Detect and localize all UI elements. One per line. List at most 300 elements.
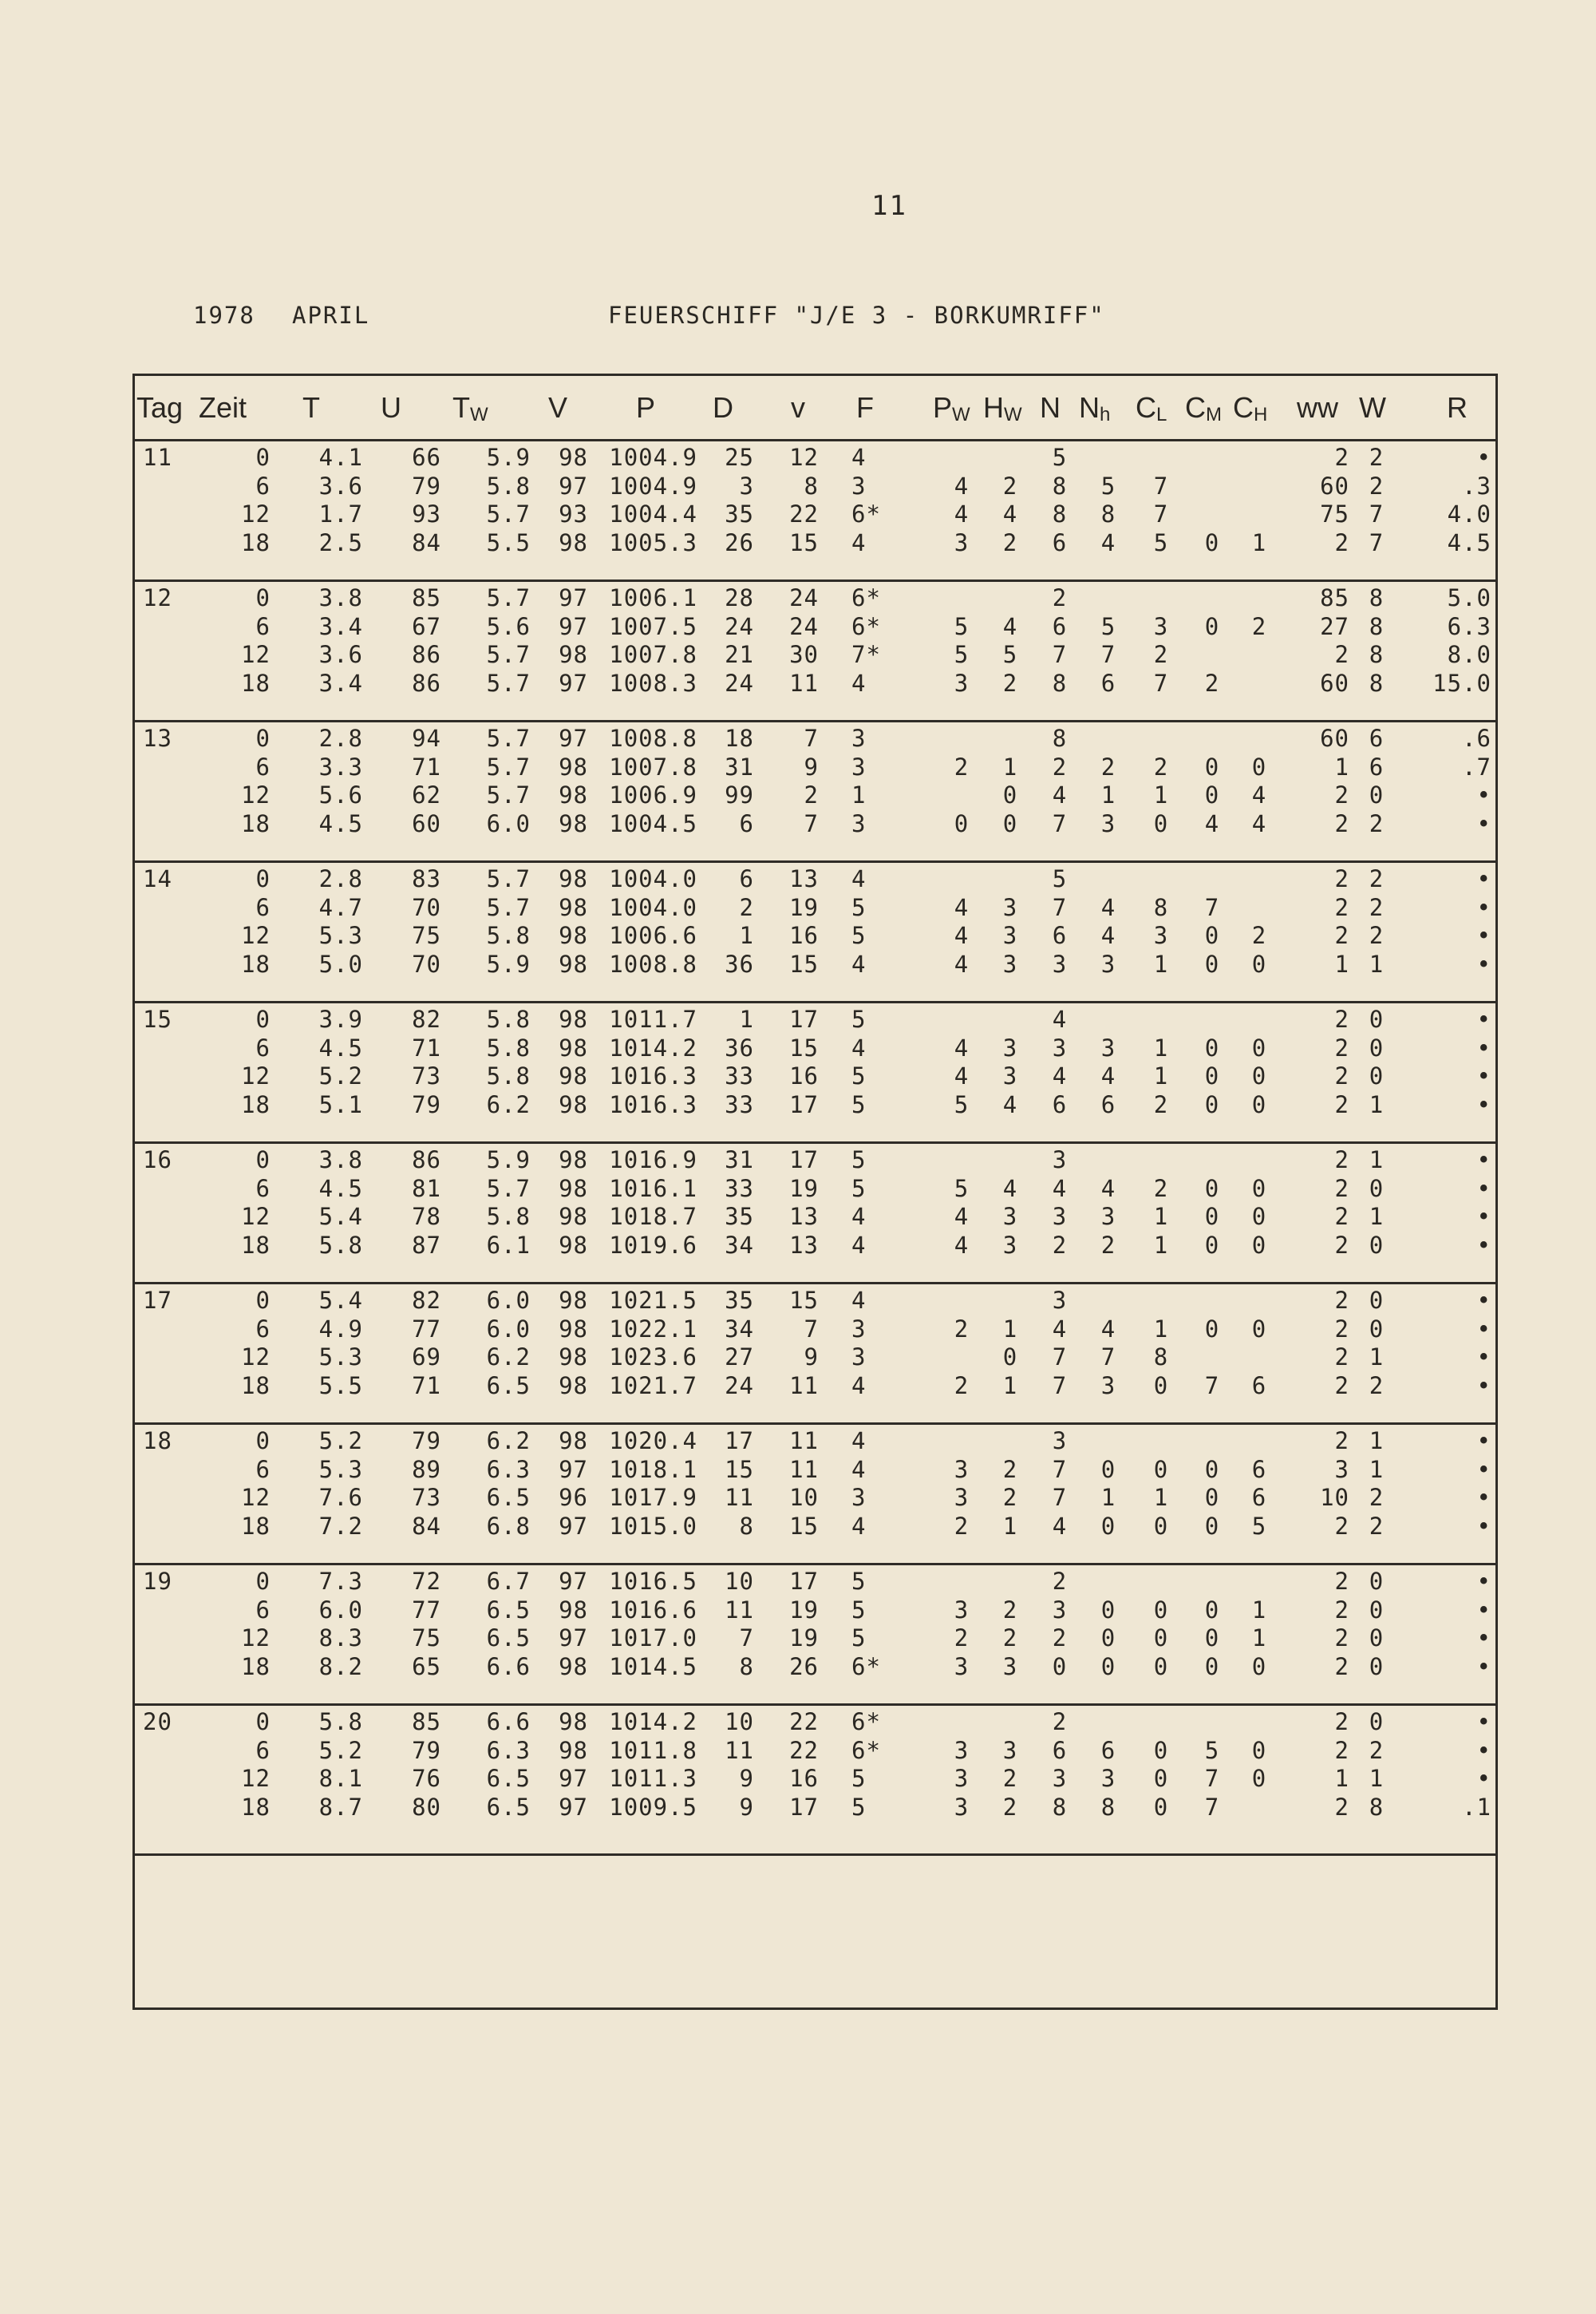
cell-vs: 15 xyxy=(789,1512,819,1540)
col-v: V xyxy=(548,391,568,424)
cell-v: 98 xyxy=(559,1708,588,1735)
cell-r: • xyxy=(1476,1427,1491,1454)
table-row xyxy=(135,1232,1495,1260)
cell-ww: 3 xyxy=(1334,1455,1349,1483)
day-separator xyxy=(135,1001,1495,1003)
cell-f: 4 xyxy=(851,1287,867,1314)
cell-vs: 15 xyxy=(789,1287,819,1314)
cell-f: 5 xyxy=(851,1146,867,1173)
cell-nh: 7 xyxy=(1100,641,1116,668)
cell-p: 1004.5 xyxy=(609,809,697,837)
cell-r: 15.0 xyxy=(1432,669,1491,697)
cell-v: 98 xyxy=(559,809,588,837)
cell-w: 0 xyxy=(1369,781,1385,809)
cell-hw: 1 xyxy=(1002,753,1018,781)
cell-tw: 5.7 xyxy=(486,500,531,528)
cell-u: 70 xyxy=(412,950,441,978)
cell-vs: 10 xyxy=(789,1484,819,1511)
cell-vs: 7 xyxy=(804,809,819,837)
cell-d: 18 xyxy=(725,725,754,752)
table-row xyxy=(135,1315,1495,1343)
cell-cm: 7 xyxy=(1204,1371,1220,1399)
cell-pw: 5 xyxy=(954,612,970,640)
cell-v: 98 xyxy=(559,1736,588,1764)
cell-cl: 0 xyxy=(1153,809,1169,837)
cell-hw: 3 xyxy=(1002,1231,1018,1259)
cell-cl: 0 xyxy=(1153,1624,1169,1651)
cell-v: 98 xyxy=(559,641,588,668)
table-row xyxy=(135,1737,1495,1765)
cell-n: 2 xyxy=(1052,1624,1068,1651)
cell-tw: 5.8 xyxy=(486,922,531,949)
cell-d: 21 xyxy=(725,641,754,668)
cell-n: 7 xyxy=(1052,893,1068,921)
cell-pw: 2 xyxy=(954,753,970,781)
cell-f: 6* xyxy=(851,1708,881,1735)
cell-v: 98 xyxy=(559,865,588,892)
cell-cl: 1 xyxy=(1153,1062,1169,1090)
table-row xyxy=(135,670,1495,698)
day-separator xyxy=(135,720,1495,722)
cell-zeit: 6 xyxy=(255,612,271,640)
col-tw: $T_W$ xyxy=(452,391,488,425)
cell-ch: 0 xyxy=(1251,1765,1267,1792)
cell-tag: 18 xyxy=(143,1427,172,1454)
cell-ch: 0 xyxy=(1251,1034,1267,1062)
cell-ww: 60 xyxy=(1320,669,1349,697)
cell-r: • xyxy=(1476,781,1491,809)
cell-vs: 19 xyxy=(789,1174,819,1202)
cell-v: 98 xyxy=(559,1146,588,1173)
cell-u: 62 xyxy=(412,781,441,809)
cell-r: • xyxy=(1476,922,1491,949)
cell-pw: 2 xyxy=(954,1624,970,1651)
cell-ch: 0 xyxy=(1251,1652,1267,1680)
cell-v: 98 xyxy=(559,1596,588,1624)
cell-f: 4 xyxy=(851,1512,867,1540)
cell-w: 2 xyxy=(1369,1736,1385,1764)
cell-t: 5.0 xyxy=(318,950,363,978)
cell-tw: 5.7 xyxy=(486,584,531,611)
cell-v: 96 xyxy=(559,1484,588,1511)
col-hw: $H_W$ xyxy=(983,391,1022,425)
cell-tw: 6.1 xyxy=(486,1231,531,1259)
table-row xyxy=(135,1568,1495,1596)
cell-tag: 20 xyxy=(143,1708,172,1735)
cell-w: 2 xyxy=(1369,1484,1385,1511)
cell-zeit: 12 xyxy=(241,1203,271,1230)
cell-nh: 6 xyxy=(1100,1090,1116,1118)
day-separator xyxy=(135,579,1495,582)
cell-hw: 0 xyxy=(1002,781,1018,809)
cell-p: 1015.0 xyxy=(609,1512,697,1540)
cell-n: 5 xyxy=(1052,444,1068,471)
cell-d: 11 xyxy=(725,1596,754,1624)
cell-f: 6* xyxy=(851,584,881,611)
cell-r: .1 xyxy=(1462,1793,1491,1821)
cell-ch: 1 xyxy=(1251,1624,1267,1651)
cell-n: 0 xyxy=(1052,1652,1068,1680)
cell-tw: 5.7 xyxy=(486,641,531,668)
cell-t: 4.9 xyxy=(318,1315,363,1343)
cell-t: 3.3 xyxy=(318,753,363,781)
header-month: APRIL xyxy=(292,302,370,329)
cell-v: 97 xyxy=(559,1765,588,1792)
cell-tw: 6.3 xyxy=(486,1455,531,1483)
cell-pw: 3 xyxy=(954,1736,970,1764)
cell-t: 5.5 xyxy=(318,1371,363,1399)
cell-d: 24 xyxy=(725,612,754,640)
cell-ww: 2 xyxy=(1334,1287,1349,1314)
cell-n: 7 xyxy=(1052,1371,1068,1399)
cell-cl: 2 xyxy=(1153,641,1169,668)
cell-zeit: 0 xyxy=(255,584,271,611)
cell-u: 69 xyxy=(412,1343,441,1371)
cell-t: 5.2 xyxy=(318,1736,363,1764)
cell-ww: 2 xyxy=(1334,641,1349,668)
cell-d: 7 xyxy=(739,1624,754,1651)
cell-p: 1011.8 xyxy=(609,1736,697,1764)
cell-u: 94 xyxy=(412,725,441,752)
cell-f: 7* xyxy=(851,641,881,668)
cell-cl: 0 xyxy=(1153,1736,1169,1764)
cell-w: 1 xyxy=(1369,1427,1385,1454)
cell-t: 8.7 xyxy=(318,1793,363,1821)
cell-p: 1004.9 xyxy=(609,444,697,471)
cell-p: 1017.0 xyxy=(609,1624,697,1651)
cell-v: 97 xyxy=(559,612,588,640)
cell-v: 98 xyxy=(559,922,588,949)
cell-r: • xyxy=(1476,1512,1491,1540)
table-row xyxy=(135,1513,1495,1541)
cell-t: 7.6 xyxy=(318,1484,363,1511)
table-row xyxy=(135,781,1495,809)
cell-zeit: 18 xyxy=(241,669,271,697)
cell-cl: 7 xyxy=(1153,669,1169,697)
cell-hw: 3 xyxy=(1002,950,1018,978)
cell-tag: 13 xyxy=(143,725,172,752)
cell-n: 8 xyxy=(1052,1793,1068,1821)
cell-tw: 6.7 xyxy=(486,1568,531,1595)
cell-ww: 27 xyxy=(1320,612,1349,640)
cell-ww: 2 xyxy=(1334,1652,1349,1680)
cell-p: 1014.5 xyxy=(609,1652,697,1680)
cell-vs: 9 xyxy=(804,1343,819,1371)
cell-tw: 6.2 xyxy=(486,1343,531,1371)
cell-ww: 60 xyxy=(1320,472,1349,500)
cell-cl: 1 xyxy=(1153,1203,1169,1230)
cell-tw: 6.6 xyxy=(486,1652,531,1680)
cell-tw: 6.5 xyxy=(486,1371,531,1399)
cell-w: 7 xyxy=(1369,500,1385,528)
cell-pw: 5 xyxy=(954,1090,970,1118)
cell-ww: 2 xyxy=(1334,809,1349,837)
cell-r: • xyxy=(1476,1287,1491,1314)
cell-cl: 1 xyxy=(1153,1034,1169,1062)
cell-cl: 0 xyxy=(1153,1652,1169,1680)
cell-p: 1009.5 xyxy=(609,1793,697,1821)
cell-nh: 4 xyxy=(1100,1174,1116,1202)
cell-p: 1014.2 xyxy=(609,1708,697,1735)
cell-nh: 0 xyxy=(1100,1596,1116,1624)
cell-ww: 2 xyxy=(1334,1174,1349,1202)
cell-nh: 1 xyxy=(1100,781,1116,809)
document-header xyxy=(0,302,1596,342)
cell-cm: 0 xyxy=(1204,1203,1220,1230)
table-row xyxy=(135,951,1495,979)
cell-tw: 5.9 xyxy=(486,950,531,978)
cell-vs: 11 xyxy=(789,1427,819,1454)
col-cm: $C_M$ xyxy=(1185,391,1222,425)
cell-u: 79 xyxy=(412,1736,441,1764)
cell-tag: 17 xyxy=(143,1287,172,1314)
cell-t: 5.6 xyxy=(318,781,363,809)
cell-vs: 12 xyxy=(789,444,819,471)
cell-v: 97 xyxy=(559,1512,588,1540)
cell-w: 0 xyxy=(1369,1708,1385,1735)
table-row xyxy=(135,500,1495,528)
cell-w: 2 xyxy=(1369,809,1385,837)
cell-vs: 8 xyxy=(804,472,819,500)
cell-n: 8 xyxy=(1052,500,1068,528)
cell-f: 5 xyxy=(851,1793,867,1821)
cell-nh: 3 xyxy=(1100,809,1116,837)
cell-hw: 1 xyxy=(1002,1315,1018,1343)
cell-r: • xyxy=(1476,1596,1491,1624)
cell-r: • xyxy=(1476,809,1491,837)
table-row xyxy=(135,1175,1495,1203)
table-row xyxy=(135,1091,1495,1119)
cell-f: 5 xyxy=(851,1062,867,1090)
cell-zeit: 18 xyxy=(241,1793,271,1821)
cell-cl: 1 xyxy=(1153,950,1169,978)
cell-w: 1 xyxy=(1369,1090,1385,1118)
table-row xyxy=(135,754,1495,781)
cell-cm: 0 xyxy=(1204,1624,1220,1651)
cell-p: 1008.8 xyxy=(609,725,697,752)
cell-d: 36 xyxy=(725,950,754,978)
cell-pw: 3 xyxy=(954,1484,970,1511)
cell-r: • xyxy=(1476,1765,1491,1792)
cell-tw: 6.2 xyxy=(486,1090,531,1118)
cell-p: 1016.1 xyxy=(609,1174,697,1202)
cell-p: 1008.8 xyxy=(609,950,697,978)
cell-p: 1004.9 xyxy=(609,472,697,500)
cell-tw: 6.5 xyxy=(486,1765,531,1792)
cell-r: • xyxy=(1476,1652,1491,1680)
cell-u: 79 xyxy=(412,1090,441,1118)
cell-tw: 5.7 xyxy=(486,725,531,752)
cell-d: 28 xyxy=(725,584,754,611)
col-ch: $C_H$ xyxy=(1233,391,1268,425)
cell-n: 3 xyxy=(1052,1287,1068,1314)
cell-v: 97 xyxy=(559,669,588,697)
table-row xyxy=(135,1765,1495,1793)
cell-f: 4 xyxy=(851,1203,867,1230)
cell-w: 6 xyxy=(1369,753,1385,781)
cell-v: 98 xyxy=(559,893,588,921)
col-ww: ww xyxy=(1297,391,1338,424)
cell-nh: 3 xyxy=(1100,1765,1116,1792)
cell-d: 15 xyxy=(725,1455,754,1483)
cell-cl: 0 xyxy=(1153,1455,1169,1483)
cell-u: 65 xyxy=(412,1652,441,1680)
cell-nh: 0 xyxy=(1100,1455,1116,1483)
cell-p: 1007.8 xyxy=(609,641,697,668)
cell-vs: 22 xyxy=(789,500,819,528)
header-rule xyxy=(135,439,1495,441)
cell-d: 24 xyxy=(725,1371,754,1399)
cell-d: 33 xyxy=(725,1174,754,1202)
cell-tw: 5.8 xyxy=(486,1062,531,1090)
cell-vs: 7 xyxy=(804,725,819,752)
cell-cl: 0 xyxy=(1153,1793,1169,1821)
cell-pw: 3 xyxy=(954,1765,970,1792)
cell-p: 1004.4 xyxy=(609,500,697,528)
cell-t: 5.2 xyxy=(318,1062,363,1090)
column-header-row xyxy=(135,382,1495,437)
cell-n: 4 xyxy=(1052,1006,1068,1033)
cell-u: 60 xyxy=(412,809,441,837)
cell-n: 4 xyxy=(1052,1174,1068,1202)
cell-u: 66 xyxy=(412,444,441,471)
cell-v: 97 xyxy=(559,1793,588,1821)
cell-cm: 7 xyxy=(1204,1793,1220,1821)
cell-v: 97 xyxy=(559,1624,588,1651)
cell-ch: 0 xyxy=(1251,1090,1267,1118)
table-row xyxy=(135,613,1495,641)
cell-zeit: 0 xyxy=(255,1568,271,1595)
cell-cl: 8 xyxy=(1153,1343,1169,1371)
cell-hw: 1 xyxy=(1002,1371,1018,1399)
cell-ch: 0 xyxy=(1251,753,1267,781)
cell-cl: 2 xyxy=(1153,1090,1169,1118)
table-row xyxy=(135,865,1495,893)
cell-t: 4.1 xyxy=(318,444,363,471)
cell-tw: 5.7 xyxy=(486,893,531,921)
cell-zeit: 0 xyxy=(255,1146,271,1173)
cell-ww: 1 xyxy=(1334,950,1349,978)
cell-p: 1006.9 xyxy=(609,781,697,809)
cell-w: 1 xyxy=(1369,950,1385,978)
cell-r: • xyxy=(1476,1090,1491,1118)
cell-zeit: 18 xyxy=(241,1371,271,1399)
cell-w: 0 xyxy=(1369,1624,1385,1651)
cell-pw: 2 xyxy=(954,1371,970,1399)
cell-f: 5 xyxy=(851,1624,867,1651)
cell-vs: 22 xyxy=(789,1736,819,1764)
cell-tw: 6.8 xyxy=(486,1512,531,1540)
cell-n: 6 xyxy=(1052,612,1068,640)
cell-hw: 0 xyxy=(1002,1343,1018,1371)
cell-n: 6 xyxy=(1052,528,1068,556)
cell-ww: 2 xyxy=(1334,922,1349,949)
cell-vs: 17 xyxy=(789,1090,819,1118)
cell-ww: 2 xyxy=(1334,1371,1349,1399)
cell-hw: 3 xyxy=(1002,1203,1018,1230)
cell-w: 0 xyxy=(1369,1062,1385,1090)
cell-ww: 60 xyxy=(1320,725,1349,752)
col-t: T xyxy=(302,391,320,424)
cell-vs: 19 xyxy=(789,893,819,921)
cell-r: • xyxy=(1476,1231,1491,1259)
cell-nh: 3 xyxy=(1100,1034,1116,1062)
cell-d: 99 xyxy=(725,781,754,809)
cell-w: 0 xyxy=(1369,1315,1385,1343)
cell-ww: 2 xyxy=(1334,1343,1349,1371)
cell-tag: 12 xyxy=(143,584,172,611)
cell-ch: 1 xyxy=(1251,1596,1267,1624)
cell-hw: 1 xyxy=(1002,1512,1018,1540)
cell-u: 75 xyxy=(412,922,441,949)
cell-ch: 2 xyxy=(1251,922,1267,949)
cell-w: 2 xyxy=(1369,444,1385,471)
cell-d: 34 xyxy=(725,1315,754,1343)
cell-w: 1 xyxy=(1369,1765,1385,1792)
cell-hw: 3 xyxy=(1002,1736,1018,1764)
cell-p: 1018.7 xyxy=(609,1203,697,1230)
cell-f: 4 xyxy=(851,1455,867,1483)
cell-pw: 4 xyxy=(954,893,970,921)
cell-f: 5 xyxy=(851,1174,867,1202)
cell-p: 1016.6 xyxy=(609,1596,697,1624)
cell-f: 5 xyxy=(851,1568,867,1595)
cell-f: 3 xyxy=(851,1315,867,1343)
cell-ww: 10 xyxy=(1320,1484,1349,1511)
cell-r: • xyxy=(1476,1455,1491,1483)
cell-tw: 5.7 xyxy=(486,865,531,892)
cell-p: 1008.3 xyxy=(609,669,697,697)
cell-hw: 0 xyxy=(1002,809,1018,837)
cell-r: 5.0 xyxy=(1447,584,1491,611)
cell-f: 4 xyxy=(851,669,867,697)
cell-f: 5 xyxy=(851,1765,867,1792)
table-row xyxy=(135,810,1495,838)
cell-cm: 0 xyxy=(1204,781,1220,809)
cell-nh: 4 xyxy=(1100,528,1116,556)
cell-ww: 85 xyxy=(1320,584,1349,611)
cell-u: 75 xyxy=(412,1624,441,1651)
cell-u: 86 xyxy=(412,669,441,697)
cell-d: 17 xyxy=(725,1427,754,1454)
cell-p: 1016.9 xyxy=(609,1146,697,1173)
cell-r: • xyxy=(1476,950,1491,978)
cell-r: • xyxy=(1476,893,1491,921)
cell-zeit: 18 xyxy=(241,1090,271,1118)
cell-pw: 2 xyxy=(954,1512,970,1540)
cell-t: 3.4 xyxy=(318,612,363,640)
cell-pw: 3 xyxy=(954,1455,970,1483)
cell-pw: 4 xyxy=(954,1062,970,1090)
cell-f: 3 xyxy=(851,1343,867,1371)
cell-u: 89 xyxy=(412,1455,441,1483)
cell-ch: 0 xyxy=(1251,1736,1267,1764)
cell-zeit: 0 xyxy=(255,1708,271,1735)
cell-u: 85 xyxy=(412,1708,441,1735)
table-row xyxy=(135,444,1495,472)
cell-u: 84 xyxy=(412,1512,441,1540)
cell-pw: 3 xyxy=(954,669,970,697)
cell-vs: 11 xyxy=(789,1371,819,1399)
cell-w: 8 xyxy=(1369,641,1385,668)
cell-r: 4.5 xyxy=(1447,528,1491,556)
cell-n: 5 xyxy=(1052,865,1068,892)
table-row xyxy=(135,1427,1495,1455)
cell-tw: 6.5 xyxy=(486,1793,531,1821)
cell-w: 1 xyxy=(1369,1455,1385,1483)
cell-ww: 2 xyxy=(1334,1596,1349,1624)
cell-d: 34 xyxy=(725,1231,754,1259)
